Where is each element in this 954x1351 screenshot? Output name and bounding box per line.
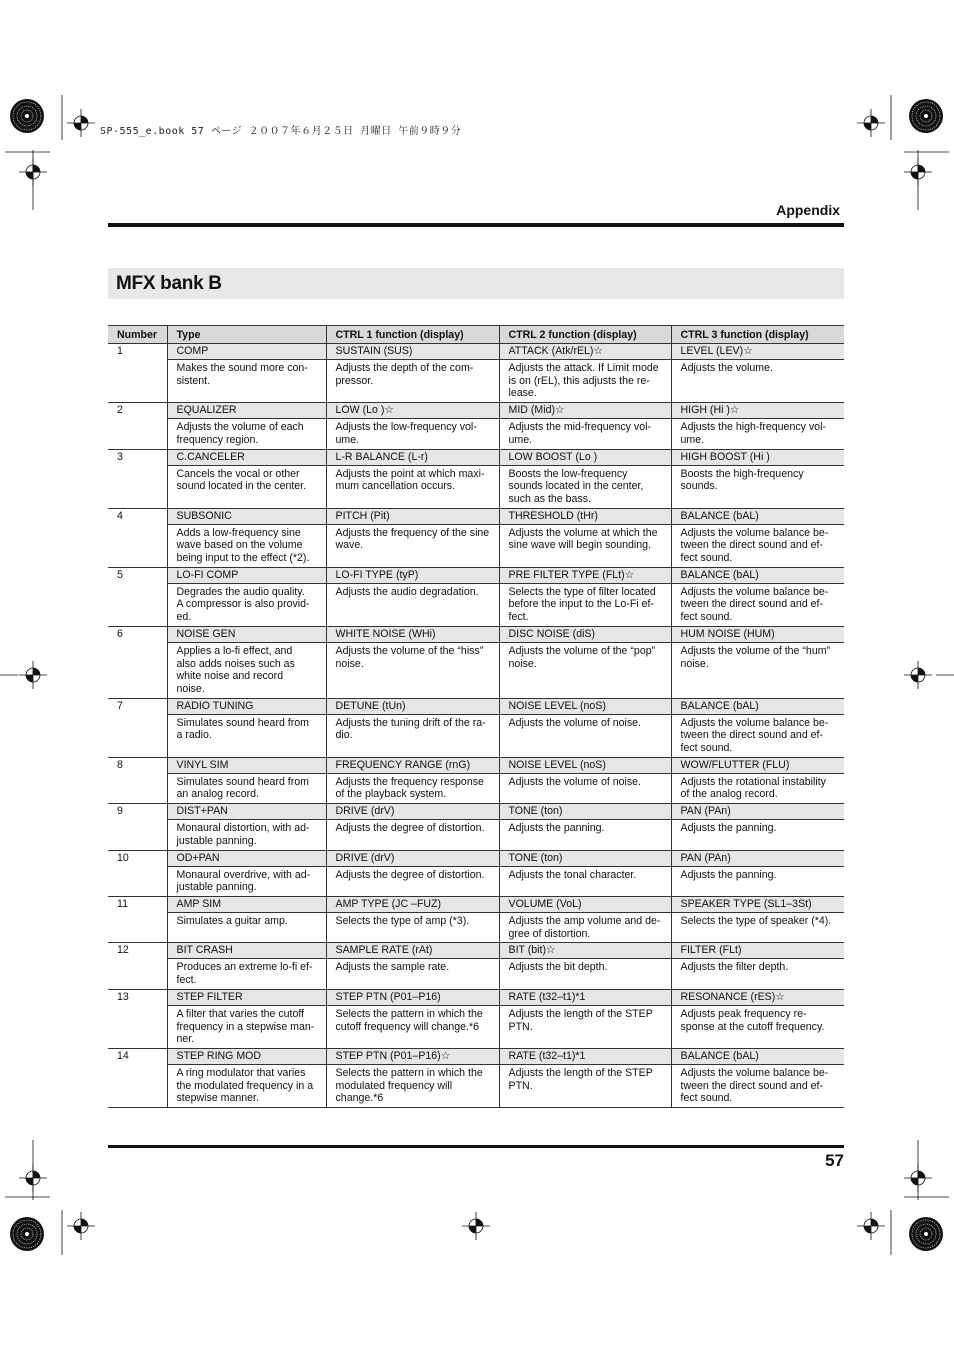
table-row-description — [108, 524, 844, 567]
effect-description: Produces an extreme lo-fi ef- fect. — [167, 959, 326, 989]
ctrl1-description: Selects the pattern in which the cutoff frequency will change.*6 — [326, 1005, 499, 1048]
ctrl1-description: Adjusts the audio degradation. — [326, 583, 499, 626]
table-row — [108, 896, 844, 912]
ctrl1-function: AMP TYPE (JC –FUZ) — [326, 896, 499, 912]
ctrl1-function: LO-FI TYPE (tyP) — [326, 567, 499, 583]
ctrl2-description: Adjusts the amp volume and de- gree of distortion. — [499, 912, 671, 942]
table-row — [108, 850, 844, 866]
effect-description: Simulates a guitar amp. — [167, 912, 326, 942]
ctrl2-function: DISC NOISE (diS) — [499, 626, 671, 642]
ctrl3-description: Adjusts the panning. — [671, 820, 844, 850]
table-row-description — [108, 866, 844, 896]
ctrl2-function: NOISE LEVEL (noS) — [499, 757, 671, 773]
ctrl2-function: PRE FILTER TYPE (FLt)☆ — [499, 567, 671, 583]
ctrl2-function: RATE (t32–t1)*1 — [499, 989, 671, 1005]
effect-description: Degrades the audio quality. A compressor is also provid- ed. — [167, 583, 326, 626]
effect-number: 5 — [108, 567, 167, 626]
ctrl1-description: Adjusts the frequency response of the playback system. — [326, 773, 499, 803]
effect-type: VINYL SIM — [167, 757, 326, 773]
ctrl1-function: SUSTAIN (SUS) — [326, 344, 499, 360]
ctrl2-description: Adjusts the panning. — [499, 820, 671, 850]
ctrl2-description: Selects the type of filter located before the input to the Lo-Fi ef- fect. — [499, 583, 671, 626]
header-ctrl2: CTRL 2 function (display) — [499, 326, 671, 344]
ctrl2-function: VOLUME (VoL) — [499, 896, 671, 912]
effect-description: A filter that varies the cutoff frequency in a stepwise man- ner. — [167, 1005, 326, 1048]
burst-mark-bottom-left — [10, 1217, 44, 1251]
effect-description: Simulates sound heard from a radio. — [167, 714, 326, 757]
effect-number: 14 — [108, 1048, 167, 1107]
burst-mark-top-right — [909, 99, 943, 133]
table-row-description — [108, 959, 844, 989]
ctrl1-function: SAMPLE RATE (rAt) — [326, 943, 499, 959]
table-row-description — [108, 820, 844, 850]
ctrl2-description: Adjusts the mid-frequency vol- ume. — [499, 419, 671, 449]
ctrl1-description: Adjusts the frequency of the sine wave. — [326, 524, 499, 567]
effect-type: COMP — [167, 344, 326, 360]
ctrl2-function: TONE (ton) — [499, 850, 671, 866]
burst-mark-bottom-right — [909, 1217, 943, 1251]
table-row-description — [108, 583, 844, 626]
ctrl2-function: TONE (ton) — [499, 804, 671, 820]
effect-description: Adjusts the volume of each frequency region. — [167, 419, 326, 449]
table-row — [108, 626, 844, 642]
ctrl1-function: DETUNE (tUn) — [326, 698, 499, 714]
ctrl3-description: Adjusts the filter depth. — [671, 959, 844, 989]
ctrl1-description: Selects the type of amp (*3). — [326, 912, 499, 942]
ctrl3-function: PAN (PAn) — [671, 850, 844, 866]
effect-number: 4 — [108, 508, 167, 567]
effect-description: Monaural distortion, with ad- justable panning. — [167, 820, 326, 850]
table-row-description — [108, 419, 844, 449]
effect-type: SUBSONIC — [167, 508, 326, 524]
ctrl2-function: LOW BOOST (Lo ) — [499, 449, 671, 465]
table-row-description — [108, 1064, 844, 1107]
effect-number: 13 — [108, 989, 167, 1048]
effect-type: RADIO TUNING — [167, 698, 326, 714]
ctrl1-function: WHITE NOISE (WHi) — [326, 626, 499, 642]
ctrl1-function: STEP PTN (P01–P16)☆ — [326, 1048, 499, 1064]
page-title: MFX bank B — [116, 273, 222, 294]
table-row — [108, 567, 844, 583]
table-row — [108, 449, 844, 465]
effect-type: STEP RING MOD — [167, 1048, 326, 1064]
ctrl2-description: Boosts the low-frequency sounds located in the center, such as the bass. — [499, 465, 671, 508]
table-row — [108, 698, 844, 714]
ctrl2-description: Adjusts the volume at which the sine wave will begin sounding. — [499, 524, 671, 567]
effect-type: DIST+PAN — [167, 804, 326, 820]
effect-number: 9 — [108, 804, 167, 850]
table-row — [108, 804, 844, 820]
effect-description: Simulates sound heard from an analog record. — [167, 773, 326, 803]
effect-number: 10 — [108, 850, 167, 896]
print-info-line: SP-555_e.book 57 ページ ２００７年６月２５日 月曜日 午前９時９分 — [100, 126, 462, 137]
ctrl3-function: BALANCE (bAL) — [671, 1048, 844, 1064]
effect-number: 6 — [108, 626, 167, 698]
effect-type: C.CANCELER — [167, 449, 326, 465]
ctrl1-function: L-R BALANCE (L-r) — [326, 449, 499, 465]
effect-number: 11 — [108, 896, 167, 942]
effect-type: EQUALIZER — [167, 403, 326, 419]
ctrl3-function: BALANCE (bAL) — [671, 567, 844, 583]
effect-number: 7 — [108, 698, 167, 757]
effect-number: 2 — [108, 403, 167, 449]
ctrl2-description: Adjusts the attack. If Limit mode is on (rEL), this adjusts the re- lease. — [499, 360, 671, 403]
section-name: Appendix — [776, 202, 840, 218]
table-row — [108, 403, 844, 419]
ctrl2-function: ATTACK (Atk/rEL)☆ — [499, 344, 671, 360]
ctrl1-function: STEP PTN (P01–P16) — [326, 989, 499, 1005]
effect-number: 1 — [108, 344, 167, 403]
ctrl2-description: Adjusts the length of the STEP PTN. — [499, 1064, 671, 1107]
ctrl3-function: HIGH BOOST (Hi ) — [671, 449, 844, 465]
header-number: Number — [108, 326, 167, 344]
ctrl3-description: Adjusts peak frequency re- sponse at the cutoff frequency. — [671, 1005, 844, 1048]
ctrl1-description: Adjusts the low-frequency vol- ume. — [326, 419, 499, 449]
ctrl2-function: NOISE LEVEL (noS) — [499, 698, 671, 714]
ctrl2-function: BIT (bit)☆ — [499, 943, 671, 959]
ctrl3-description: Adjusts the volume balance be- tween the direct sound and ef- fect sound. — [671, 714, 844, 757]
effect-description: Adds a low-frequency sine wave based on the volume being input to the effect (*2). — [167, 524, 326, 567]
header-ctrl3: CTRL 3 function (display) — [671, 326, 844, 344]
effect-number: 3 — [108, 449, 167, 508]
ctrl3-description: Adjusts the volume. — [671, 360, 844, 403]
effect-description: Cancels the vocal or other sound located in the center. — [167, 465, 326, 508]
ctrl3-description: Adjusts the high-frequency vol- ume. — [671, 419, 844, 449]
table-row-description — [108, 465, 844, 508]
header-ctrl1: CTRL 1 function (display) — [326, 326, 499, 344]
ctrl3-function: BALANCE (bAL) — [671, 508, 844, 524]
table-row-description — [108, 714, 844, 757]
ctrl3-function: LEVEL (LEV)☆ — [671, 344, 844, 360]
ctrl2-description: Adjusts the length of the STEP PTN. — [499, 1005, 671, 1048]
ctrl1-description: Adjusts the tuning drift of the ra- dio. — [326, 714, 499, 757]
table-row — [108, 1048, 844, 1064]
ctrl1-description: Adjusts the point at which maxi- mum cancellation occurs. — [326, 465, 499, 508]
ctrl1-description: Adjusts the degree of distortion. — [326, 820, 499, 850]
ctrl3-function: WOW/FLUTTER (FLU) — [671, 757, 844, 773]
table-header-row — [108, 326, 844, 344]
title-bar — [108, 268, 844, 299]
ctrl3-description: Boosts the high-frequency sounds. — [671, 465, 844, 508]
ctrl1-description: Adjusts the depth of the com- pressor. — [326, 360, 499, 403]
ctrl2-function: MID (Mid)☆ — [499, 403, 671, 419]
ctrl3-function: RESONANCE (rES)☆ — [671, 989, 844, 1005]
ctrl2-description: Adjusts the tonal character. — [499, 866, 671, 896]
effect-type: BIT CRASH — [167, 943, 326, 959]
ctrl3-description: Adjusts the panning. — [671, 866, 844, 896]
ctrl2-function: THRESHOLD (tHr) — [499, 508, 671, 524]
ctrl3-function: SPEAKER TYPE (SL1–3St) — [671, 896, 844, 912]
table-row-description — [108, 642, 844, 698]
ctrl3-function: HIGH (Hi )☆ — [671, 403, 844, 419]
ctrl2-description: Adjusts the bit depth. — [499, 959, 671, 989]
ctrl1-description: Adjusts the degree of distortion. — [326, 866, 499, 896]
ctrl1-description: Adjusts the sample rate. — [326, 959, 499, 989]
effect-description: Monaural overdrive, with ad- justable panning. — [167, 866, 326, 896]
ctrl2-description: Adjusts the volume of the “pop” noise. — [499, 642, 671, 698]
ctrl1-description: Adjusts the volume of the “hiss” noise. — [326, 642, 499, 698]
table-row-description — [108, 360, 844, 403]
ctrl2-description: Adjusts the volume of noise. — [499, 773, 671, 803]
burst-mark-top-left — [10, 99, 44, 133]
effect-type: AMP SIM — [167, 896, 326, 912]
ctrl1-function: FREQUENCY RANGE (rnG) — [326, 757, 499, 773]
table-row-description — [108, 1005, 844, 1048]
ctrl2-description: Adjusts the volume of noise. — [499, 714, 671, 757]
table-row — [108, 344, 844, 360]
table-body — [108, 344, 844, 1108]
effect-description: A ring modulator that varies the modulated frequency in a stepwise manner. — [167, 1064, 326, 1107]
table-row-description — [108, 773, 844, 803]
effect-description: Makes the sound more con- sistent. — [167, 360, 326, 403]
ctrl3-description: Adjusts the volume balance be- tween the direct sound and ef- fect sound. — [671, 524, 844, 567]
ctrl1-function: DRIVE (drV) — [326, 804, 499, 820]
effect-number: 8 — [108, 757, 167, 803]
ctrl3-function: BALANCE (bAL) — [671, 698, 844, 714]
effect-type: LO-FI COMP — [167, 567, 326, 583]
effect-type: NOISE GEN — [167, 626, 326, 642]
ctrl3-description: Adjusts the rotational instability of the analog record. — [671, 773, 844, 803]
effect-type: STEP FILTER — [167, 989, 326, 1005]
effect-type: OD+PAN — [167, 850, 326, 866]
effect-number: 12 — [108, 943, 167, 989]
ctrl3-description: Adjusts the volume of the “hum” noise. — [671, 642, 844, 698]
page-number: 57 — [825, 1151, 844, 1170]
table-row — [108, 508, 844, 524]
ctrl3-description: Adjusts the volume balance be- tween the direct sound and ef- fect sound. — [671, 1064, 844, 1107]
ctrl3-function: HUM NOISE (HUM) — [671, 626, 844, 642]
ctrl1-description: Selects the pattern in which the modulated frequency will change.*6 — [326, 1064, 499, 1107]
header-type: Type — [167, 326, 326, 344]
table-row-description — [108, 912, 844, 942]
ctrl3-description: Adjusts the volume balance be- tween the direct sound and ef- fect sound. — [671, 583, 844, 626]
ctrl3-description: Selects the type of speaker (*4). — [671, 912, 844, 942]
ctrl2-function: RATE (t32–t1)*1 — [499, 1048, 671, 1064]
ctrl1-function: PITCH (Pit) — [326, 508, 499, 524]
table-row — [108, 943, 844, 959]
table-row — [108, 757, 844, 773]
ctrl1-function: DRIVE (drV) — [326, 850, 499, 866]
effect-description: Applies a lo-fi effect, and also adds noises such as white noise and record noise. — [167, 642, 326, 698]
table-row — [108, 989, 844, 1005]
ctrl3-function: FILTER (FLt) — [671, 943, 844, 959]
bottom-rule — [108, 1145, 844, 1148]
ctrl1-function: LOW (Lo )☆ — [326, 403, 499, 419]
mfx-table — [108, 325, 844, 1108]
top-rule — [108, 223, 844, 227]
ctrl3-function: PAN (PAn) — [671, 804, 844, 820]
